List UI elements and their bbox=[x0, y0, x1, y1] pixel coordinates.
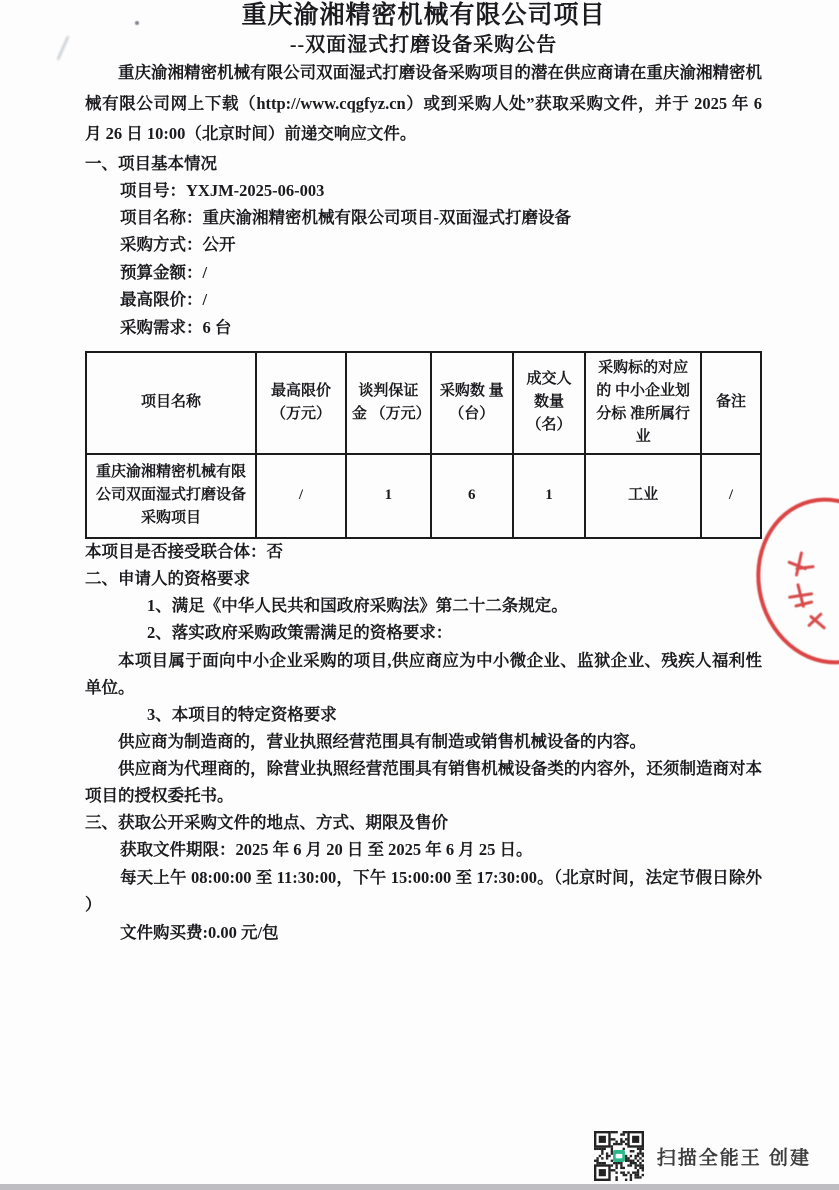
qualification-item-1: 1、满足《中华人民共和国政府采购法》第二十二条规定。 bbox=[147, 595, 568, 615]
section1-items bbox=[85, 177, 762, 341]
cell-remark: / bbox=[701, 454, 761, 538]
budget-line: 预算金额：/ bbox=[120, 262, 208, 282]
section3-heading: 三、获取公开采购文件的地点、方式、期限及售价 bbox=[85, 813, 448, 833]
qualification-item-3: 3、本项目的特定资格要求 bbox=[147, 704, 337, 724]
project-name-line: 项目名称：重庆渝湘精密机械有限公司项目-双面湿式打磨设备 bbox=[120, 207, 571, 227]
cell-deposit: 1 bbox=[346, 454, 431, 538]
qr-code bbox=[594, 1131, 644, 1181]
project-number-line: 项目号：YXJM-2025-06-003 bbox=[120, 180, 325, 200]
table-row bbox=[86, 454, 761, 538]
sme-policy-paragraph: 本项目属于面向中小企业采购的项目,供应商应为中小微企业、监狱企业、残疾人福利性单位。 bbox=[85, 650, 762, 697]
price-limit-line: 最高限价：/ bbox=[120, 290, 208, 310]
cell-project-name: 重庆渝湘精密机械有限公司双面湿式打磨设备采购项目 bbox=[86, 454, 256, 538]
section1-heading: 一、项目基本情况 bbox=[85, 153, 217, 173]
col-header-quantity: 采购数 量（台） bbox=[431, 352, 513, 454]
manufacturer-paragraph: 供应商为制造商的，营业执照经营范围具有制造或销售机械设备的内容。 bbox=[118, 732, 646, 752]
col-header-deposit: 谈判保证金 （万元） bbox=[346, 352, 431, 454]
cell-price-limit: / bbox=[256, 454, 346, 538]
scanner-footer bbox=[594, 1131, 811, 1181]
col-header-industry: 采购标的对应的 中小企业划分标 准所属行业 bbox=[585, 352, 700, 454]
cell-winner-count: 1 bbox=[513, 454, 586, 538]
cell-quantity: 6 bbox=[431, 454, 513, 538]
qualification-item-2: 2、落实政府采购政策需满足的资格要求： bbox=[147, 623, 453, 643]
col-header-winner-count: 成交人 数量 （名） bbox=[513, 352, 586, 454]
demand-line: 采购需求：6 台 bbox=[120, 317, 232, 337]
agent-paragraph: 供应商为代理商的，除营业执照经营范围具有销售机械设备类的内容外，还须制造商对本项目的授权委托书。 bbox=[85, 759, 762, 806]
doc-subtitle: --双面湿式打磨设备采购公告 bbox=[289, 34, 558, 56]
scan-bottom-edge bbox=[0, 1184, 839, 1190]
table-header-row bbox=[86, 352, 761, 454]
qr-code-image bbox=[594, 1131, 644, 1181]
cell-industry: 工业 bbox=[585, 454, 700, 538]
intro-paragraph: 重庆渝湘精密机械有限公司双面湿式打磨设备采购项目的潜在供应商请在重庆渝湘精密机械有限公司网上下载（http://www.cqgfyz.cn）或到采购人处”获取采购文件，并于 2025 年 6 月 26 日 10:00（北京时间）前递交响应文件。 bbox=[85, 63, 762, 143]
consortium-line: 本项目是否接受联合体：否 bbox=[85, 541, 283, 561]
col-header-remark: 备注 bbox=[701, 352, 761, 454]
daily-hours-line: 每天上午 08:00:00 至 11:30:00，下午 15:00:00 至 17:30:00。（北京时间，法定节假日除外 ） bbox=[85, 867, 762, 915]
col-header-price-limit: 最高限价 （万元） bbox=[256, 352, 346, 454]
doc-title: 重庆渝湘精密机械有限公司项目 bbox=[241, 2, 606, 29]
document-fee-line: 文件购买费:0.00 元/包 bbox=[120, 922, 279, 942]
scanner-app-label: 扫描全能王 创建 bbox=[656, 1147, 811, 1169]
document-period-line: 获取文件期限：2025 年 6 月 20 日 至 2025 年 6 月 25 日。 bbox=[120, 840, 533, 860]
section2-heading: 二、申请人的资格要求 bbox=[85, 568, 250, 588]
procurement-method-line: 采购方式：公开 bbox=[120, 235, 236, 255]
col-header-project-name: 项目名称 bbox=[86, 352, 256, 454]
procurement-table bbox=[85, 351, 762, 539]
